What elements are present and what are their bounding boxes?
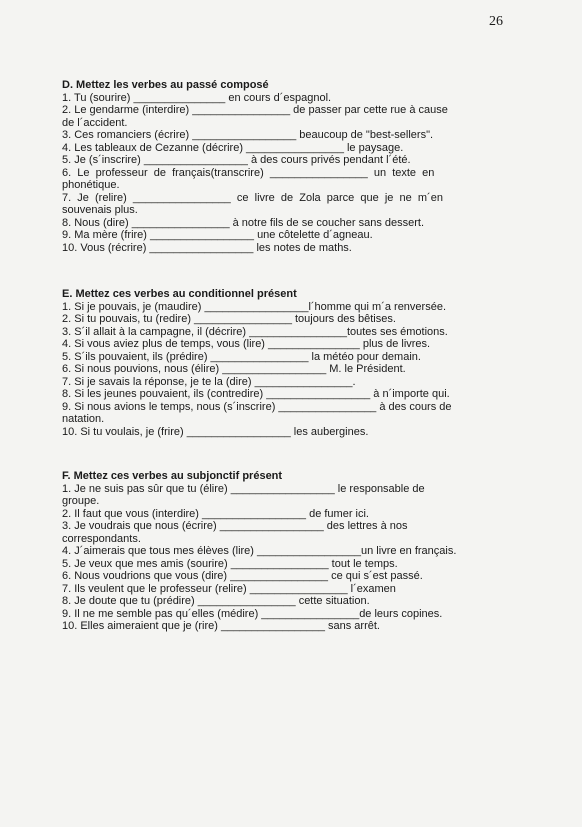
exercise-line: 1. Si je pouvais, je (maudire) _________________l´homme qui m´a renversée. — [62, 300, 447, 313]
exercise-line: 4. Si vous aviez plus de temps, vous (lire) _______________ plus de livres. — [62, 338, 431, 350]
exercise-line: 5. S´ils pouvaient, ils (prédire) ________________ la météo pour demain. — [62, 350, 421, 363]
exercise-line: 6. Si nous pouvions, nous (élire) _________________ M. le Président. — [62, 363, 406, 375]
exercise-line: 2. Le gendarme (interdire) ________________ de passer par cette rue à cause — [62, 104, 448, 116]
exercise-line: 9. Ma mère (frire) _________________ une côtelette d´agneau. — [62, 229, 373, 241]
exercise-line: phonétique. — [62, 179, 120, 191]
exercise-line: 10. Si tu voulais, je (frire) _________________ les aubergines. — [62, 425, 369, 438]
exercise-line: 4. J´aimerais que tous mes élèves (lire) _________________un livre en français. — [62, 545, 457, 557]
exercise-line: 2. Si tu pouvais, tu (redire) ________________ toujours des bêtises. — [62, 313, 396, 325]
exercise-line: 8. Je doute que tu (prédire) ________________ cette situation. — [62, 595, 370, 607]
exercise-heading: E. Mettez ces verbes au conditionnel présent — [62, 288, 297, 300]
exercise-line: 4. Les tableaux de Cezanne (décrire) ________________ le paysage. — [62, 141, 404, 154]
exercise-heading: F. Mettez ces verbes au subjonctif présent — [62, 470, 283, 482]
exercise-e — [62, 288, 508, 438]
exercise-line: 7. Si je savais la réponse, je te la (dire) ________________. — [62, 375, 356, 388]
exercise-line: 7. Je (relire) ________________ ce livre de Zola parce que je ne m´en — [62, 191, 443, 204]
exercise-heading: D. Mettez les verbes au passé composé — [62, 79, 269, 91]
exercise-line: 6. Le professeur de français(transcrire) ________________ un texte en — [62, 166, 435, 179]
exercise-line: 10. Vous (récrire) _________________ les notes de maths. — [62, 241, 352, 254]
exercise-f — [62, 470, 508, 633]
exercise-line: 6. Nous voudrions que vous (dire) ________________ ce qui s´est passé. — [62, 570, 423, 582]
exercise-line: 9. Si nous avions le temps, nous (s´inscrire) ________________ à des cours de — [62, 400, 452, 413]
exercise-line: 8. Nous (dire) ________________ à notre fils de se coucher sans dessert. — [62, 216, 425, 229]
exercise-line: 5. Je veux que mes amis (sourire) ________________ tout le temps. — [62, 557, 398, 570]
page-number: 26 — [489, 14, 503, 29]
exercise-line: 3. S´il allait à la campagne, il (décrire) ________________toutes ses émotions. — [62, 325, 448, 338]
exercise-line: 3. Je voudrais que nous (écrire) _________________ des lettres à nos — [62, 520, 408, 532]
exercise-d — [62, 79, 508, 254]
exercise-line: 2. Il faut que vous (interdire) _________________ de fumer ici. — [62, 507, 369, 520]
exercise-line: 9. Il ne me semble pas qu´elles (médire) ________________de leurs copines. — [62, 607, 443, 620]
exercise-line: 3. Ces romanciers (écrire) _________________ beaucoup de "best-sellers". — [62, 129, 434, 141]
exercise-line: 10. Elles aimeraient que je (rire) _________________ sans arrêt. — [62, 620, 380, 632]
exercise-line: de l´accident. — [62, 116, 128, 129]
exercise-line: 8. Si les jeunes pouvaient, ils (contredire) _________________ à n´importe qui. — [62, 388, 450, 400]
exercise-line: 5. Je (s´inscrire) _________________ à des cours privés pendant l´été. — [62, 154, 411, 166]
exercise-line: 1. Tu (sourire) _______________ en cours d´espagnol. — [62, 91, 332, 104]
exercise-line: 7. Ils veulent que le professeur (relire) ________________ l´examen — [62, 582, 396, 595]
exercise-line: souvenais plus. — [62, 204, 138, 216]
exercise-line: natation. — [62, 413, 105, 425]
exercise-line: 1. Je ne suis pas sûr que tu (élire) _________________ le responsable de — [62, 482, 425, 495]
exercise-line: groupe. — [62, 495, 100, 507]
exercise-line: correspondants. — [62, 532, 141, 545]
